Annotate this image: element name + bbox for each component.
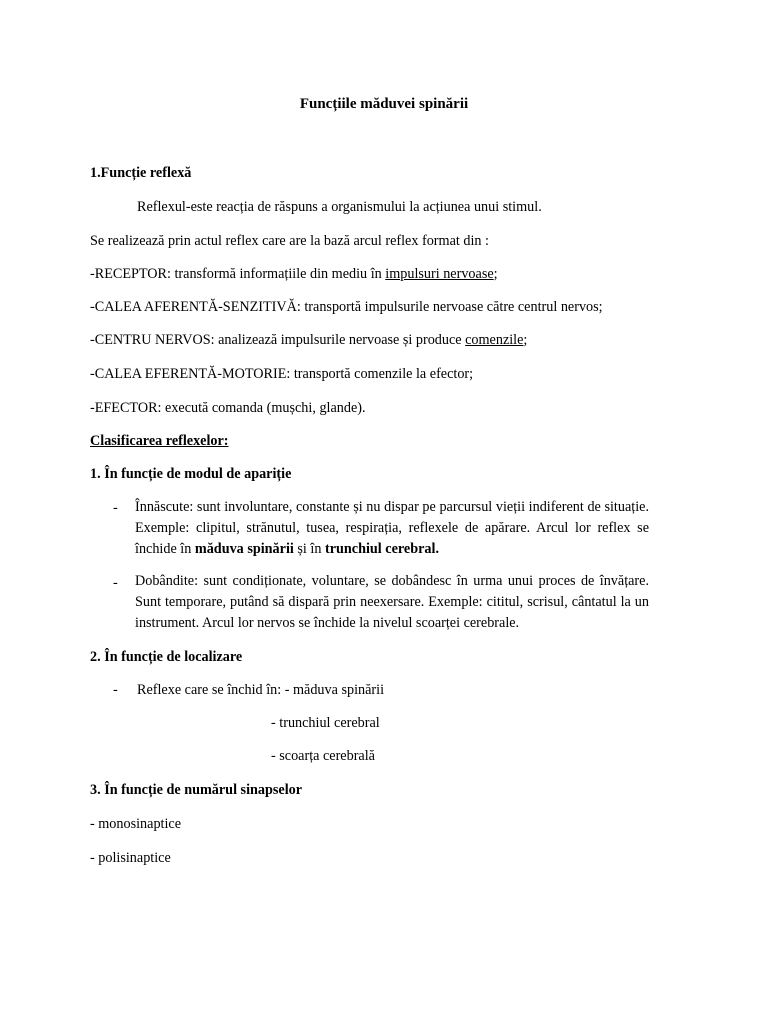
page-title: Funcțiile măduvei spinării — [299, 96, 469, 112]
synapse-polysynaptic: - polisinaptice — [90, 850, 171, 866]
efferent-path-line: -CALEA EFERENTĂ-MOTORIE: transportă comenzile la efector; — [90, 366, 474, 382]
list-item-location: Reflexe care se închid în: - măduva spinării — [137, 682, 385, 698]
synapse-monosynaptic: - monosinaptice — [90, 816, 182, 832]
nerve-center-text: -CENTRU NERVOS: analizează impulsurile nervoase și produce — [90, 332, 466, 348]
nerve-center-line — [90, 331, 527, 349]
reflex-definition: Reflexul-este reacția de răspuns a organismului la acțiunea unui stimul. — [137, 199, 542, 215]
nerve-center-underlined: comenzile — [465, 332, 524, 348]
classification-3-heading: 3. În funcție de numărul sinapselor — [90, 782, 303, 798]
receptor-line — [90, 265, 498, 283]
classification-heading: Clasificarea reflexelor: — [90, 433, 229, 449]
location-cortex: - scoarța cerebrală — [271, 748, 375, 764]
location-brainstem: - trunchiul cerebral — [271, 715, 380, 731]
receptor-text: -RECEPTOR: transformă informațiile din mediu în — [90, 266, 386, 282]
list-dash: - — [113, 575, 118, 591]
reflex-arc-intro: Se realizează prin actul reflex care are la bază arcul reflex format din : — [90, 233, 489, 249]
receptor-end: ; — [493, 266, 498, 282]
list-item-innate — [135, 497, 649, 560]
innate-bold-spinal: măduva spinării — [194, 541, 294, 557]
nerve-center-end: ; — [523, 332, 528, 348]
classification-1-heading: 1. În funcție de modul de apariție — [90, 466, 292, 482]
effector-line: -EFECTOR: execută comanda (mușchi, glande). — [90, 400, 366, 416]
classification-2-heading: 2. În funcție de localizare — [90, 649, 243, 665]
innate-bold-brainstem: trunchiul cerebral. — [324, 541, 439, 557]
list-dash: - — [113, 500, 118, 516]
afferent-path-line: -CALEA AFERENTĂ-SENZITIVĂ: transportă impulsurile nervoase către centrul nervos; — [90, 299, 603, 315]
innate-text: Înnăscute: sunt involuntare, constante și nu dispar pe parcursul vieții indiferent de situație. Exemple: clipitul, strănutul, tusea, respirația, reflexele de apărare. Arcul lor reflex se închide în — [135, 499, 649, 557]
innate-mid: și în — [293, 541, 325, 557]
list-item-acquired: Dobândite: sunt condiționate, voluntare, se dobândesc în urma unui proces de învățare. Sunt temporare, putând să dispară prin neexersare. Exemple: cititul, scrisul, cântatul la un instrument. Arcul lor nervos se închide la nivelul scoarței cerebrale. — [135, 573, 649, 631]
receptor-underlined: impulsuri nervoase — [385, 266, 494, 282]
list-dash: - — [113, 682, 118, 698]
section-heading-reflex: 1.Funcție reflexă — [90, 165, 192, 181]
